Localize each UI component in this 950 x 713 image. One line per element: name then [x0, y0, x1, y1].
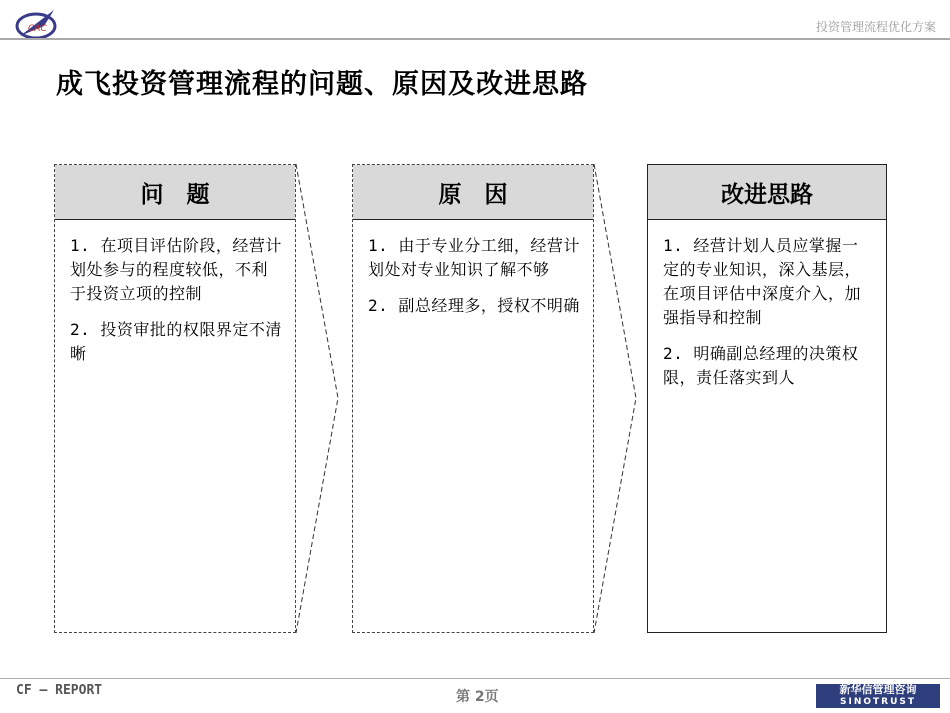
causes-heading: 原 因 — [353, 165, 593, 220]
improvements-panel — [647, 164, 887, 633]
problems-panel — [54, 164, 296, 633]
brand-name-en: SINOTRUST — [839, 697, 916, 707]
page-title: 成飞投资管理流程的问题、原因及改进思路 — [56, 69, 588, 100]
problems-heading: 问 题 — [55, 165, 295, 220]
cause-item-2: 2. 副总经理多，授权不明确 — [368, 296, 580, 315]
footer-report-label: CF — REPORT — [16, 683, 103, 698]
brand-logo — [816, 684, 940, 708]
cause-item-1: 1. 由于专业分工细，经营计划处对专业知识了解不够 — [368, 236, 580, 279]
footer-divider — [0, 678, 950, 679]
causes-panel — [352, 164, 594, 633]
problem-item-2: 2. 投资审批的权限界定不清晰 — [70, 320, 282, 363]
chevron-arrow-2 — [594, 164, 642, 633]
improvement-item-1: 1. 经营计划人员应掌握一定的专业知识，深入基层，在项目评估中深度介入，加强指导和控制 — [663, 236, 862, 327]
chevron-arrow-1 — [296, 164, 344, 633]
problem-item-1: 1. 在项目评估阶段，经营计划处参与的程度较低，不利于投资立项的控制 — [70, 236, 282, 303]
company-logo — [14, 6, 60, 42]
improvements-heading: 改进思路 — [648, 165, 886, 220]
improvement-item-2: 2. 明确副总经理的决策权限，责任落实到人 — [663, 344, 859, 387]
header-divider — [0, 38, 950, 40]
header-title: 投资管理流程优化方案 — [815, 20, 936, 34]
page-number: 第 2页 — [456, 689, 499, 705]
brand-name-cn: 新华信管理咨询 — [839, 683, 917, 696]
logo-text: CAC — [28, 24, 47, 34]
